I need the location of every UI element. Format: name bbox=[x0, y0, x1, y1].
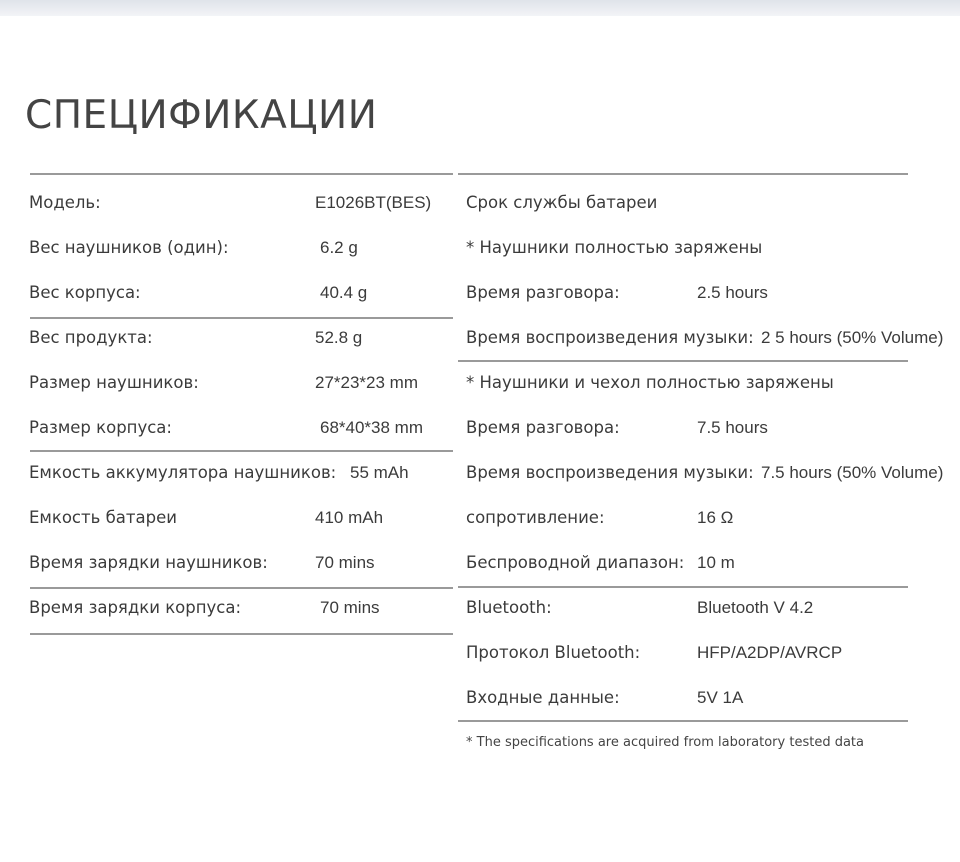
spec-value-music-time-total: 7.5 hours (50% Volume) bbox=[761, 463, 944, 482]
spec-label-battery-life: Срок службы батареи bbox=[466, 193, 658, 212]
spec-value-case-battery: 410 mAh bbox=[315, 508, 384, 527]
spec-value-model: E1026BT(BES) bbox=[315, 193, 432, 212]
spec-label-bluetooth-protocol: Протокол Bluetooth: bbox=[466, 643, 641, 662]
spec-value-wireless-range: 10 m bbox=[697, 553, 735, 572]
spec-label-music-time-earbuds: Время воспроизведения музыки: bbox=[466, 328, 754, 347]
spec-label-impedance: сопротивление: bbox=[466, 508, 605, 527]
spec-value-impedance: 16 Ω bbox=[697, 508, 734, 527]
spec-label-music-time-total: Время воспроизведения музыки: bbox=[466, 463, 754, 482]
left-divider-bottom bbox=[30, 633, 453, 635]
spec-value-bluetooth-protocol: HFP/A2DP/AVRCP bbox=[697, 643, 843, 662]
spec-label-earbuds-case-charged-note: * Наушники и чехол полностью заряжены bbox=[466, 373, 834, 392]
spec-value-talk-time-total: 7.5 hours bbox=[697, 418, 768, 437]
spec-value-product-weight: 52.8 g bbox=[315, 328, 363, 347]
footnote: * The specifications are acquired from laboratory tested data bbox=[466, 735, 864, 750]
spec-value-music-time-earbuds: 2 5 hours (50% Volume) bbox=[761, 328, 944, 347]
spec-label-earbud-weight: Вес наушников (один): bbox=[29, 238, 229, 257]
spec-label-bluetooth: Bluetooth: bbox=[466, 598, 552, 617]
spec-label-input: Входные данные: bbox=[466, 688, 620, 707]
right-divider-1 bbox=[458, 360, 908, 362]
spec-label-product-weight: Вес продукта: bbox=[29, 328, 153, 347]
spec-value-earbud-charge-time: 70 mins bbox=[315, 553, 375, 572]
spec-label-earbud-size: Размер наушников: bbox=[29, 373, 199, 392]
spec-label-case-charge-time: Время зарядки корпуса: bbox=[29, 598, 242, 617]
right-divider-2 bbox=[458, 586, 908, 588]
spec-value-earbud-battery: 55 mAh bbox=[350, 463, 409, 482]
spec-label-case-size: Размер корпуса: bbox=[29, 418, 172, 437]
spec-label-model: Модель: bbox=[29, 193, 101, 212]
spec-value-earbud-size: 27*23*23 mm bbox=[315, 373, 419, 392]
left-divider-top bbox=[30, 173, 453, 175]
spec-value-talk-time-earbuds: 2.5 hours bbox=[697, 283, 768, 302]
spec-label-earbud-battery: Емкость аккумулятора наушников: bbox=[29, 463, 337, 482]
right-divider-top bbox=[458, 173, 908, 175]
spec-label-talk-time-total: Время разговора: bbox=[466, 418, 620, 437]
spec-value-case-charge-time: 70 mins bbox=[320, 598, 380, 617]
left-divider-2 bbox=[30, 450, 453, 452]
top-banner-strip bbox=[0, 0, 960, 16]
spec-label-earbuds-charged-note: * Наушники полностью заряжены bbox=[466, 238, 763, 257]
page-title: СПЕЦИФИКАЦИИ bbox=[25, 93, 378, 138]
spec-label-case-weight: Вес корпуса: bbox=[29, 283, 141, 302]
left-divider-1 bbox=[30, 317, 453, 319]
spec-label-talk-time-earbuds: Время разговора: bbox=[466, 283, 620, 302]
spec-value-input: 5V 1A bbox=[697, 688, 744, 707]
spec-label-wireless-range: Беспроводной диапазон: bbox=[466, 553, 685, 572]
spec-value-earbud-weight: 6.2 g bbox=[320, 238, 358, 257]
right-divider-bottom bbox=[458, 720, 908, 722]
spec-label-earbud-charge-time: Время зарядки наушников: bbox=[29, 553, 268, 572]
left-divider-3 bbox=[30, 587, 453, 589]
spec-value-bluetooth: Bluetooth V 4.2 bbox=[697, 598, 814, 617]
spec-value-case-weight: 40.4 g bbox=[320, 283, 368, 302]
spec-value-case-size: 68*40*38 mm bbox=[320, 418, 424, 437]
spec-label-case-battery: Емкость батареи bbox=[29, 508, 177, 527]
